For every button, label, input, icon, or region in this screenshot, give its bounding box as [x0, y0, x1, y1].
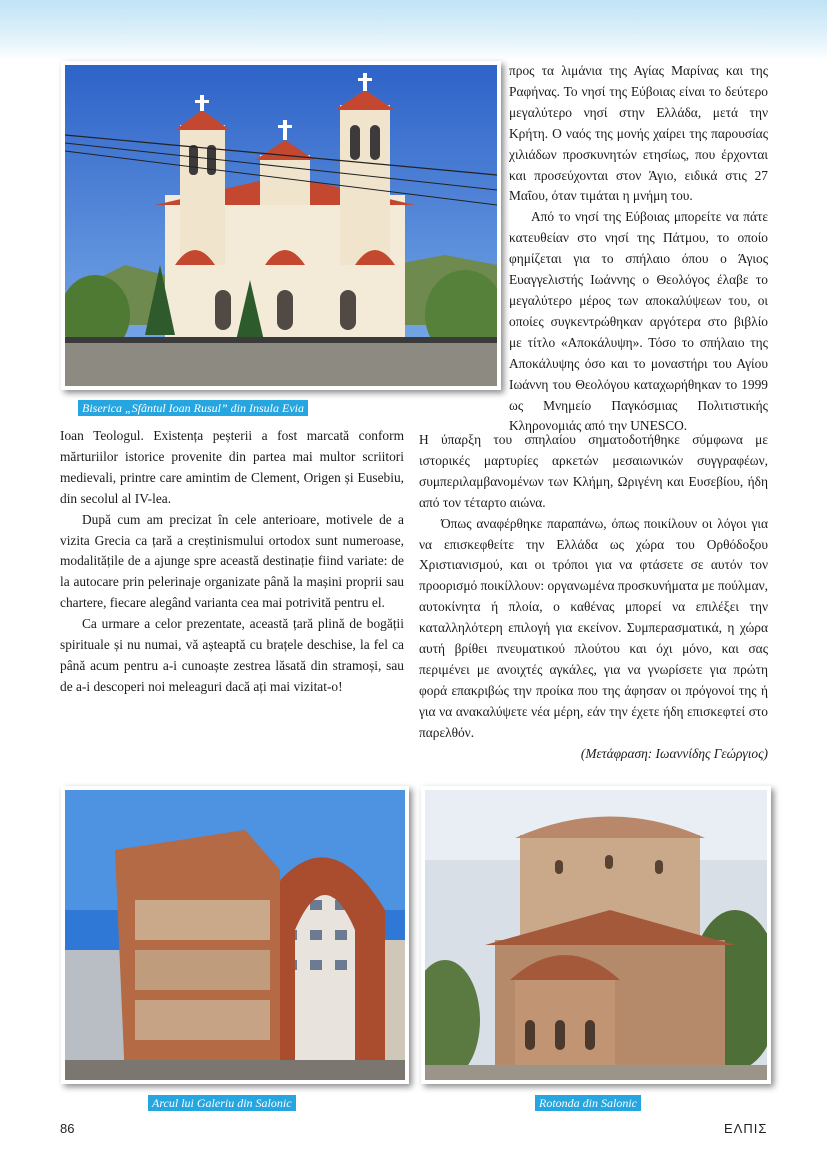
header-band — [0, 0, 827, 60]
greek-paragraph-3: Όπως αναφέρθηκε παραπάνω, όπως ποικίλουν οι λόγοι για να επισκεφθείτε την Ελλάδα ως χώρα του Ορθόδοξου Χριστιανισμού, και οι τρόποι για να φτάσετε σε αυτόν τον προορισμό ποικίλλουν: οργανωμένα προσκυνήματα με πούλμαν, αυτοκίνητα ή πλοία, ο καθένας μπορεί να επιλέξει την καταλληλότερη επιλογή για εκείνον. Συμπερασματικά, η χώρα αυτή βρίθει πνευματικού πλούτου και όχι μόνο, και σας περιμένει με ανοιχτές αγκάλες, για να γνωρίσετε για πρώτη φορά επακριβώς την προίκα που της άφησαν οι πρόγονοί της ή για να ανακαλύψετε νέα μέρη, εάν την έχετε ήδη επισκεφτεί στο παρελθόν. — [419, 515, 768, 740]
magazine-name: ΕΛΠΙΣ — [724, 1121, 768, 1136]
greek-paragraph-1: προς τα λιμάνια της Αγίας Μαρίνας και της Ραφήνας. Το νησί της Εύβοιας είναι το δεύτερο μεγαλύτερο νησί στην Ελλάδα, μετά την Κρήτη. Ο ναός της μονής χαίρει της παρουσίας χιλιάδων προσκυνητών ετησίως, που έρχονται και προσεύχονται στον Άγιο, ειδικά στις 27 Μαΐου, όταν τιμάται η μνήμη του. — [509, 63, 768, 204]
romanian-paragraph-2: După cum am precizat în cele anterioare, motivele de a vizita Grecia ca țară a creștinismului ortodox sunt numeroase, modalitățile de a ajunge spre această destinație fiind variate: de la autocare prin pelerinaje organizate până la mașini proprii sau chartere, fiecare alegând varianta cea mai potrivită pentru el. — [60, 511, 404, 611]
church-caption: Biserica „Sfântul Ioan Rusul” din Insula Evia — [78, 400, 308, 416]
romanian-column — [60, 426, 404, 698]
arch-caption: Arcul lui Galeriu din Salonic — [148, 1095, 296, 1111]
page-number: 86 — [60, 1121, 75, 1136]
romanian-paragraph-1: Ioan Teologul. Existența peșterii a fost marcată conform mărturiilor istorice provenite din partea mai multor scriitori medievali, printre care amintim de Clement, Origen și Eusebiu, din secolul al IV-lea. — [60, 428, 404, 506]
arch-image — [65, 790, 405, 1080]
rotunda-caption: Rotonda din Salonic — [535, 1095, 641, 1111]
greek-paragraph-2a: Από το νησί της Εύβοιας μπορείτε να πάτε κατευθείαν στο νησί της Πάτμου, το οποίο φημίζεται για το σπήλαιο όπου ο Άγιος Ευαγγελιστής Ιωάννης ο Θεολόγος έλαβε το μεγαλύτερο μέρος των αποκαλύψεων του, οι οποίες συγκεντρώθηκαν αργότερα στο βιβλίο με τίτλο «Αποκάλυψη». Τόσο το σπήλαιο της Αποκάλυψης όσο και το μοναστήρι του Αγίου Ιωάννη του Θεολόγου καταχωρήθηκαν το 1999 ως Μνημείο Παγκόσμιας Πολιτιστικής Κληρονομιάς από την UNESCO. — [509, 209, 768, 434]
greek-column-top — [509, 61, 768, 437]
translator-credit: (Μετάφραση: Ιωαννίδης Γεώργιος) — [580, 745, 768, 761]
rotunda-photo — [421, 786, 771, 1084]
greek-paragraph-2b: Η ύπαρξη του σπηλαίου σηματοδοτήθηκε σύμφωνα με ιστορικές μαρτυρίες αρκετών μεσαιωνικών συγγραφέων, συμπεριλαμβανομένων των Κλήμη, Ωριγένη και Ευσεβίου, ήδη από τον τέταρτο αιώνα. — [419, 432, 768, 510]
church-image — [65, 65, 497, 386]
rotunda-image — [425, 790, 767, 1080]
greek-column-wide — [419, 430, 768, 765]
arch-photo — [61, 786, 409, 1084]
romanian-paragraph-3: Ca urmare a celor prezentate, această țară plină de bogății spirituale și nu numai, vă așteaptă cu brațele deschise, la fel ca până acum pentru a-i cunoaște zestrea lăsată din stramoși, sau de a-i descoperi noi meleaguri dacă ați mai vizitat-o! — [60, 616, 404, 694]
church-photo — [61, 61, 501, 390]
